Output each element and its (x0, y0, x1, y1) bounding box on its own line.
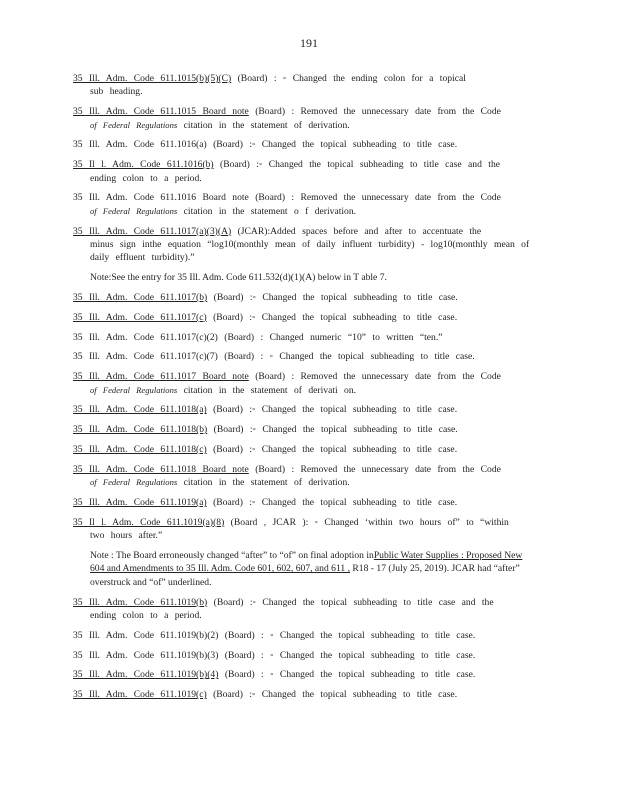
code-reference: 35 Ill. Adm. Code 611.1018(a) (73, 404, 207, 416)
errata-entry (73, 350, 535, 363)
errata-entry (73, 649, 535, 662)
errata-entry (73, 311, 535, 324)
note-reference: Public Water Supplies : Proposed New 604 and Amendments to 35 Ill. Adm. Code 601, 602, 607, and 611 , (90, 550, 523, 575)
italic-citation: of Federal Regulations (90, 119, 178, 130)
entry-text: (Board) :◦ Changed the topical subheading to title case. (206, 689, 458, 701)
entry-continuation: citation in the statement of derivati on. (177, 384, 357, 396)
entry-text: 35 Ill. Adm. Code 611.1017(c)(2) (Board) : Changed numeric “10” to written “ten.” (73, 331, 443, 343)
entry-text: (Board) :◦ Changed the topical subheading to title case. (206, 444, 458, 455)
errata-list (73, 72, 535, 708)
note-text: Note : The Board erroneously changed “after” to “of” on final adoption in (90, 550, 374, 561)
code-reference: 35 Ill. Adm. Code 611.1017 Board note (73, 371, 249, 383)
entry-text: 35 Ill. Adm. Code 611.1019(b)(3) (Board) : ◦ Changed the topical subheading to title case. (73, 649, 476, 661)
entry-text: 35 Ill. Adm. Code 611.1019(b)(2) (Board) : ◦ Changed the topical subheading to title case. (73, 629, 476, 641)
entry-continuation: ending colon to a period. (90, 610, 202, 622)
entry-text: (JCAR):Added spaces before and after to accentuate the (231, 225, 482, 237)
entry-continuation: citation in the statement of derivation. (177, 477, 350, 489)
italic-citation: of Federal Regulations (90, 384, 178, 395)
entry-continuation: citation in the statement of derivation. (177, 119, 350, 131)
errata-entry (73, 629, 535, 642)
code-reference: 35 Ill. Adm. Code 611.1019(b) (73, 596, 208, 608)
entry-text: (Board) :◦ Changed the topical subheading to title case. (206, 404, 458, 416)
note-text: R18 - 17 (July 25, 2019). JCAR had “after” overstruck and “of” underlined. (90, 563, 520, 588)
code-reference: 35 Ill. Adm. Code 611.1017(b) (73, 292, 208, 304)
entry-text: (Board) :◦ Changed the topical subheading to title case and the (213, 159, 500, 171)
entry-text: (Board , JCAR ): ◦ Changed ‘within two hours of” to “within (224, 516, 509, 528)
errata-entry (73, 516, 535, 543)
errata-entry (73, 403, 535, 416)
errata-entry (73, 225, 535, 265)
entry-text: (Board) :◦ Changed the topical subheading to title case and the (207, 596, 494, 608)
entry-text: (Board) : ◦ Changed the ending colon for a topical (231, 73, 466, 84)
errata-entry (73, 596, 535, 623)
errata-entry (73, 370, 535, 397)
entry-text: 35 Ill. Adm. Code 611.1017(c)(7) (Board) : ◦ Changed the topical subheading to title case. (73, 351, 475, 363)
errata-entry (73, 105, 535, 132)
errata-entry (73, 443, 535, 456)
code-reference: 35 Il l. Adm. Code 611.1019(a)(8) (73, 516, 225, 528)
code-reference: 35 Ill. Adm. Code 611.1015 Board note (73, 106, 249, 118)
code-reference: 35 Ill. Adm. Code 611.1019(c) (73, 689, 207, 701)
errata-entry (73, 158, 535, 185)
errata-entry (73, 138, 535, 151)
code-reference: 35 Ill. Adm. Code 611.1017(c) (73, 311, 207, 323)
entry-text: (Board) : ◦ Changed the topical subheading to title case. (218, 669, 476, 681)
entry-text: 35 Ill. Adm. Code 611.1016(a) (Board) :◦ Changed the topical subheading to title case. (73, 139, 458, 151)
errata-entry (73, 72, 535, 99)
entry-text: (Board) : Removed the unnecessary date from the Code (248, 371, 501, 383)
entry-continuation: citation in the statement o f derivation. (177, 205, 357, 217)
italic-citation: of Federal Regulations (90, 205, 178, 216)
code-reference: 35 Ill. Adm. Code 611.1019(a) (73, 497, 207, 508)
entry-text: (Board) :◦ Changed the topical subheading to title case. (206, 497, 458, 508)
errata-entry (73, 668, 535, 681)
entry-text: (Board) : Removed the unnecessary date from the Code (248, 463, 501, 475)
page-number: 191 (300, 36, 318, 50)
errata-entry (73, 191, 535, 218)
code-reference: 35 Ill. Adm. Code 611.1018(b) (73, 424, 208, 436)
entry-continuation: ending colon to a period. (90, 172, 202, 184)
note-entry (73, 549, 535, 589)
entry-text: (Board) :◦ Changed the topical subheading to title case. (207, 424, 458, 436)
code-reference: 35 Ill. Adm. Code 611.1017(a)(3)(A) (73, 225, 232, 237)
errata-entry (73, 688, 535, 701)
code-reference: 35 Ill. Adm. Code 611.1018 Board note (73, 463, 249, 475)
entry-continuation: two hours after.” (90, 530, 163, 542)
entry-text: (Board) : Removed the unnecessary date from the Code (248, 106, 501, 118)
code-reference: 35 Ill. Adm. Code 611.1015(b)(5)(C) (73, 73, 232, 84)
errata-entry (73, 463, 535, 490)
entry-continuation: minus sign inthe equation “log10(monthly mean of daily influent turbidity) - log10(monthly mean of daily effluent turbidity).” (90, 239, 530, 264)
entry-text: (Board) :◦ Changed the topical subheading to title case. (206, 311, 458, 323)
entry-text: 35 Ill. Adm. Code 611.1016 Board note (Board) : Removed the unnecessary date from the Code (73, 192, 501, 204)
errata-entry (73, 423, 535, 436)
code-reference: 35 Il l. Adm. Code 611.1016(b) (73, 159, 214, 171)
entry-text: (Board) :◦ Changed the topical subheading to title case. (207, 292, 458, 304)
code-reference: 35 Ill. Adm. Code 611.1019(b)(4) (73, 669, 219, 681)
code-reference: 35 Ill. Adm. Code 611.1018(c) (73, 444, 207, 455)
errata-entry (73, 331, 535, 344)
note-entry: Note:See the entry for 35 Ill. Adm. Code 611.532(d)(1)(A) below in T able 7. (90, 272, 387, 284)
errata-entry (73, 291, 535, 304)
italic-citation: of Federal Regulations (90, 477, 178, 488)
errata-entry (73, 496, 535, 509)
entry-continuation: sub heading. (90, 86, 143, 98)
